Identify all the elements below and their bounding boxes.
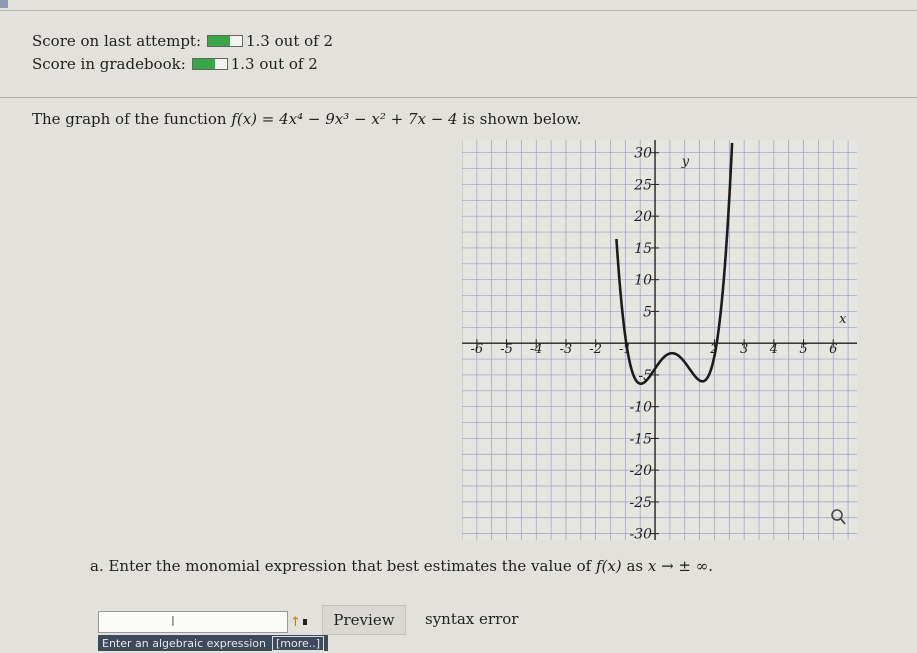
y-tick-label: -30 [629, 526, 653, 540]
problem-prefix: The graph of the function [32, 110, 227, 128]
score-last-attempt-value: 1.3 out of 2 [246, 32, 334, 50]
input-hint-bar [98, 635, 328, 651]
y-tick-label: 15 [634, 240, 653, 257]
x-tick-label: 2 [710, 342, 719, 358]
window-corner [0, 0, 8, 8]
section-divider [0, 97, 917, 98]
y-tick-label: 20 [634, 209, 653, 226]
y-tick-label: -15 [629, 431, 653, 448]
score-last-attempt [32, 32, 333, 50]
equation-editor-icon[interactable]: ↑ [290, 611, 308, 633]
x-tick-label: 3 [740, 342, 749, 358]
question-text: a. Enter the monomial expression that best estimates the value of [90, 557, 592, 575]
more-link[interactable]: [more..] [272, 636, 324, 651]
score-last-attempt-bar [207, 35, 243, 47]
y-tick-label: 30 [634, 145, 653, 162]
answer-input-box[interactable] [98, 611, 288, 633]
problem-function: f(x) = 4x⁴ − 9x³ − x² + 7x − 4 [231, 110, 458, 128]
x-axis-label: x [839, 312, 847, 328]
score-last-attempt-label: Score on last attempt: [32, 32, 201, 50]
score-gradebook [32, 55, 318, 73]
answer-input[interactable] [99, 612, 291, 634]
y-tick-label: 10 [634, 272, 653, 289]
x-tick-label: 4 [769, 342, 778, 358]
y-axis-label: y [681, 154, 690, 170]
x-tick-label: -4 [529, 342, 543, 358]
y-tick-label: -5 [638, 367, 653, 384]
score-gradebook-label: Score in gradebook: [32, 55, 186, 73]
question-a [90, 557, 713, 575]
x-tick-label: -2 [589, 342, 602, 358]
y-tick-label: 25 [634, 177, 653, 194]
y-tick-label: -20 [629, 463, 653, 480]
input-hint-text: Enter an algebraic expression [102, 636, 266, 650]
problem-statement [32, 110, 581, 128]
y-tick-label: -10 [629, 399, 653, 416]
y-tick-label: 5 [643, 304, 653, 321]
x-tick-label: -3 [559, 342, 573, 358]
preview-button[interactable]: Preview [322, 605, 406, 635]
syntax-status: syntax error [425, 610, 519, 628]
score-gradebook-value: 1.3 out of 2 [230, 55, 318, 73]
text-cursor-icon: I [171, 615, 175, 630]
question-as: as [626, 557, 644, 575]
x-tick-label: -1 [619, 342, 632, 358]
problem-suffix: is shown below. [462, 110, 582, 128]
score-gradebook-bar [192, 58, 228, 70]
x-tick-label: -5 [500, 342, 513, 358]
question-limit: x → ± ∞. [647, 557, 714, 575]
question-fx: f(x) [595, 557, 622, 575]
top-divider [0, 10, 917, 11]
y-tick-label: -25 [629, 494, 653, 511]
x-tick-label: 6 [829, 342, 838, 358]
function-graph [462, 140, 857, 540]
x-tick-label: 5 [799, 342, 808, 358]
x-tick-label: -6 [470, 342, 484, 358]
